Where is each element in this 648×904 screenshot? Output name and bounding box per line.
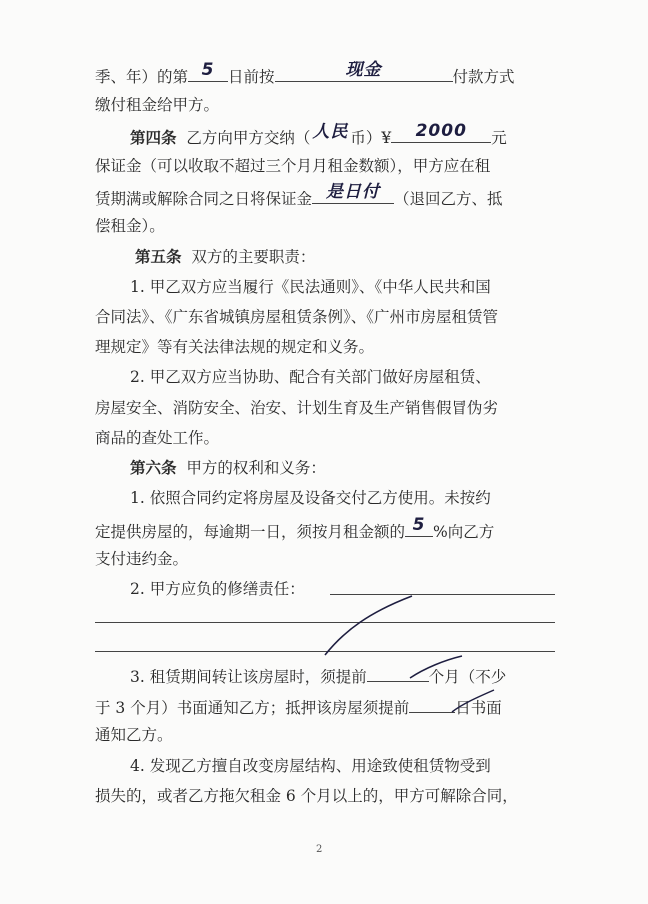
text: 甲方的权利和义务： — [186, 459, 326, 477]
penalty-percent-blank — [405, 515, 433, 537]
text: 乙方向甲方交纳（ — [186, 129, 311, 147]
text: 元 — [491, 129, 507, 147]
mortgage-notice-blank — [409, 694, 455, 713]
line-payment-day — [95, 60, 565, 88]
line-21: 通知乙方。 — [95, 726, 173, 744]
transfer-notice-blank — [367, 663, 429, 682]
payment-method-blank — [275, 60, 453, 82]
line-9: 合同法》、《广东省城镇房屋租赁条例》、《广州市房屋租赁管 — [95, 308, 499, 326]
line-8: 1. 甲乙双方应当履行《民法通则》、《中华人民共和国 — [130, 278, 491, 296]
line-2: 缴付租金给甲方。 — [95, 96, 220, 114]
repair-rule-2 — [95, 622, 555, 623]
article-5-line — [135, 246, 605, 268]
deposit-amount-blank — [391, 121, 491, 143]
line-11: 2. 甲乙双方应当协助、配合有关部门做好房屋租赁、 — [130, 368, 491, 386]
text: %向乙方 — [433, 523, 495, 541]
repair-rule-1 — [330, 594, 555, 595]
handwritten-currency: 人民 — [312, 122, 349, 142]
text: （退回乙方、抵 — [394, 190, 503, 208]
article-6-line — [130, 457, 600, 479]
handwritten-deposit-handling: 是日付 — [326, 182, 381, 202]
line-22: 4. 发现乙方擅自改变房屋结构、用途致使租赁物受到 — [130, 757, 491, 775]
text: 日书面 — [455, 699, 502, 717]
line-16 — [95, 515, 565, 543]
handwritten-payment-method: 现金 — [345, 60, 382, 80]
line-20 — [95, 694, 565, 719]
text: 3. 租赁期间转让该房屋时，须提前 — [130, 668, 367, 686]
line-15: 1. 依照合同约定将房屋及设备交付乙方使用。未按约 — [130, 489, 491, 507]
article-6-title: 第六条 — [130, 458, 177, 477]
repair-strike-line — [325, 596, 412, 655]
article-4-title: 第四条 — [130, 128, 177, 147]
handwritten-day: 5 — [201, 60, 215, 80]
line-17: 支付违约金。 — [95, 550, 189, 568]
line-6: 偿租金）。 — [95, 217, 165, 235]
line-4: 保证金（可以收取不超过三个月月租金数额），甲方应在租 — [95, 157, 491, 175]
handwritten-penalty-percent: 5 — [412, 515, 426, 535]
text: 于 3 个月）书面通知乙方；抵押该房屋须提前 — [95, 699, 410, 717]
line-5 — [95, 182, 565, 210]
line-23: 损失的，或者乙方拖欠租金 6 个月以上的，甲方可解除合同， — [95, 787, 518, 805]
line-13: 商品的查处工作。 — [95, 429, 220, 447]
line-18: 2. 甲方应负的修缮责任： — [130, 580, 305, 598]
article-4-line — [130, 121, 600, 149]
line-10: 理规定》等有关法律法规的规定和义务。 — [95, 338, 375, 356]
text: 季、年）的第 — [95, 68, 189, 86]
text: 币）¥ — [350, 129, 392, 147]
article-5-title: 第五条 — [135, 247, 182, 266]
currency-blank — [310, 122, 350, 143]
text: 定提供房屋的，每逾期一日，须按月租金额的 — [95, 523, 406, 541]
line-12: 房屋安全、消防安全、治安、计划生育及生产销售假冒伪劣 — [95, 399, 499, 417]
page-number: 2 — [316, 844, 323, 855]
line-19 — [130, 663, 600, 688]
text: 双方的主要职责： — [191, 248, 316, 266]
text: 付款方式 — [452, 68, 515, 86]
repair-rule-3 — [95, 651, 555, 652]
handwritten-deposit-amount: 2000 — [415, 121, 467, 141]
text: 日前按 — [228, 68, 275, 86]
text: 个月（不少 — [428, 668, 507, 686]
deposit-handling-blank — [312, 182, 394, 204]
text: 赁期满或解除合同之日将保证金 — [95, 190, 313, 208]
payment-day-blank — [188, 60, 228, 82]
